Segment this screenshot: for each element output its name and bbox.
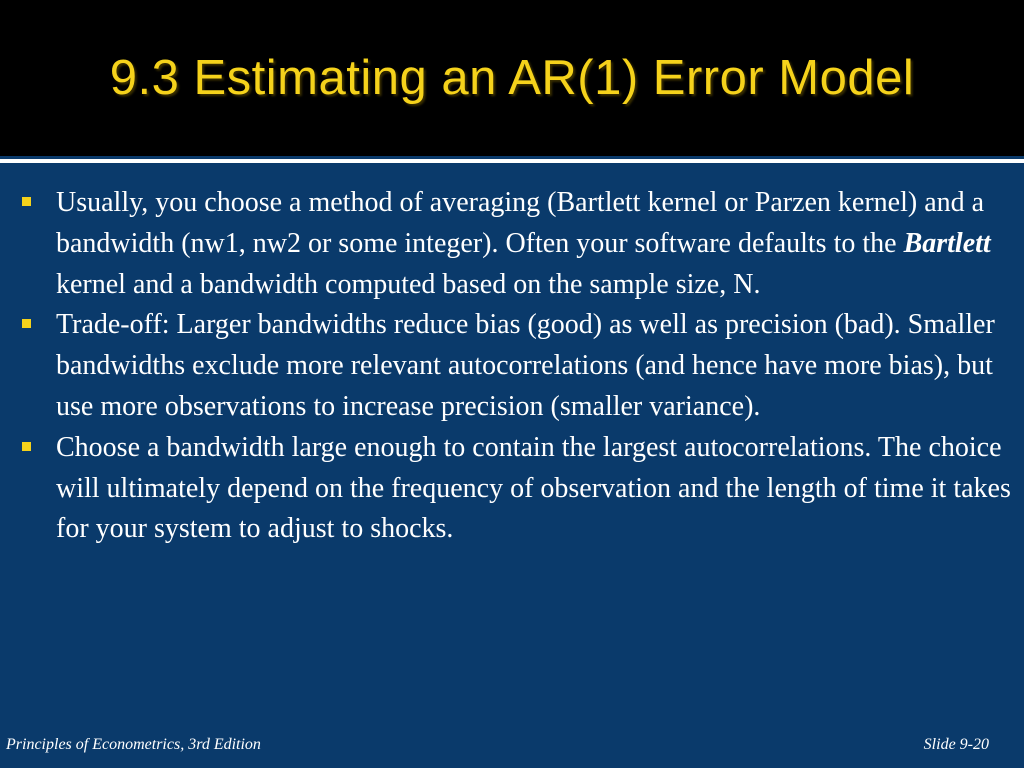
- bullet-text-3: Choose a bandwidth large enough to contain the largest autocorrelations. The choice will ultimately depend on the frequency of observation and the length of time it takes for your system to adjust to shocks.: [56, 431, 1011, 545]
- bullet-text-1a: Usually, you choose a method of averaging (Bartlett kernel or Parzen kernel) and a bandwidth (nw1, nw2 or some integer). Often your software defaults to the: [56, 187, 985, 259]
- bullet-list: [22, 183, 1020, 550]
- bullet-item-1: [22, 183, 1020, 305]
- square-bullet-icon: [22, 442, 31, 451]
- square-bullet-icon: [22, 319, 31, 328]
- slide-title: 9.3 Estimating an AR(1) Error Model: [109, 51, 915, 105]
- bullet-text-2: Trade-off: Larger bandwidths reduce bias (good) as well as precision (bad). Smaller bandwidths exclude more relevant autocorrelations (and hence have more bias), but use more observations to increase precision (smaller variance).: [56, 309, 995, 422]
- bullet-text-1b: kernel and a bandwidth computed based on the sample size, N.: [56, 268, 761, 300]
- bullet-item-2: [22, 305, 1020, 427]
- square-bullet-icon: [22, 197, 31, 206]
- title-divider: [0, 159, 1024, 163]
- footer-slide-number: Slide 9-20: [923, 736, 989, 753]
- footer-book-title: Principles of Econometrics, 3rd Edition: [6, 736, 261, 753]
- bullet-emphasis-bartlett: Bartlett: [903, 227, 991, 259]
- bullet-item-3: [22, 428, 1020, 550]
